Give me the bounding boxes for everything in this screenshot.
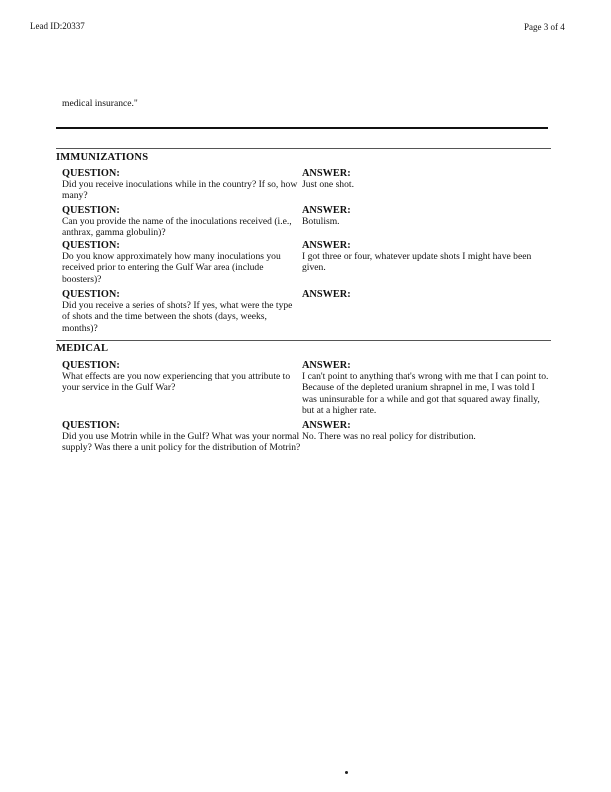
answer-block <box>302 168 550 190</box>
answer-block <box>302 205 550 227</box>
answer-text: No. There was no real policy for distribution. <box>302 431 476 442</box>
question-text: Did you receive inoculations while in the country? If so, how many? <box>62 179 298 202</box>
question-block <box>62 420 302 454</box>
answer-block <box>302 420 550 442</box>
answer-label: ANSWER: <box>302 360 351 371</box>
answer-label: ANSWER: <box>302 168 351 179</box>
answer-text: I got three or four, whatever update shots I might have been given. <box>302 251 532 274</box>
answer-block <box>302 240 550 274</box>
page-number: Page 3 of 4 <box>524 22 565 32</box>
question-label: QUESTION: <box>62 420 120 431</box>
answer-text: Just one shot. <box>302 179 354 190</box>
answer-label: ANSWER: <box>302 240 351 251</box>
answer-block <box>302 289 550 300</box>
question-label: QUESTION: <box>62 289 120 300</box>
question-block <box>62 168 302 202</box>
question-label: QUESTION: <box>62 360 120 371</box>
section-title-medical: MEDICAL <box>56 343 109 354</box>
question-label: QUESTION: <box>62 168 120 179</box>
answer-label: ANSWER: <box>302 205 351 216</box>
question-block <box>62 360 302 394</box>
question-text: Do you know approximately how many inoculations you received prior to entering the Gulf War area (include boosters)? <box>62 251 281 285</box>
question-block <box>62 240 302 285</box>
question-text: Did you receive a series of shots? If yes, what were the type of shots and the time between the shots (days, weeks, months)? <box>62 300 293 334</box>
answer-text: Botulism. <box>302 216 340 227</box>
section-divider <box>56 148 551 149</box>
answer-label: ANSWER: <box>302 289 351 300</box>
answer-text: I can't point to anything that's wrong with me that I can point to. Because of the depleted uranium shrapnel in me, I was told I was uninsurable for a while and got that squared away finally, but at a higher rate. <box>302 371 549 417</box>
answer-block <box>302 360 550 417</box>
intro-text: medical insurance." <box>62 98 138 109</box>
section-divider <box>56 127 548 129</box>
question-text: Can you provide the name of the inoculations received (i.e., anthrax, gamma globulin)? <box>62 216 292 239</box>
question-text: Did you use Motrin while in the Gulf? What was your normal supply? Was there a unit policy for the distribution of Motrin? <box>62 431 301 454</box>
question-block <box>62 205 302 239</box>
section-title-immunizations: IMMUNIZATIONS <box>56 152 149 163</box>
question-text: What effects are you now experiencing that you attribute to your service in the Gulf War? <box>62 371 291 394</box>
question-block <box>62 289 302 334</box>
scan-speck <box>345 771 348 774</box>
section-divider <box>56 340 551 341</box>
lead-id: Lead ID:20337 <box>30 21 85 31</box>
question-label: QUESTION: <box>62 205 120 216</box>
answer-label: ANSWER: <box>302 420 351 431</box>
question-label: QUESTION: <box>62 240 120 251</box>
